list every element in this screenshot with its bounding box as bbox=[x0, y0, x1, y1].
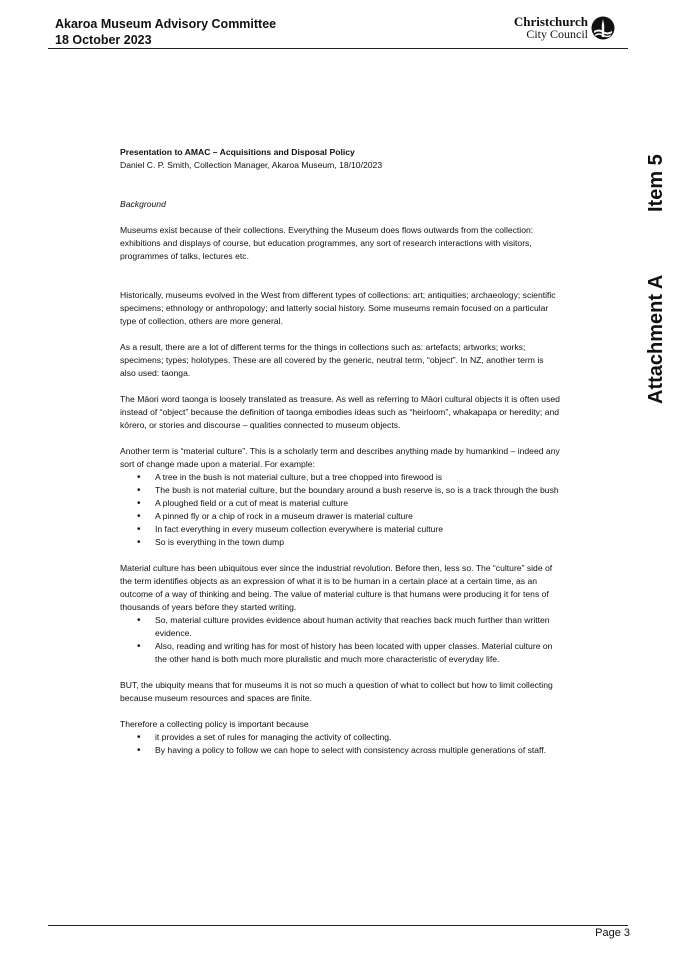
list-item: • Also, reading and writing has for most of history has been located with upper classes. Material culture on the other hand is both much more pluralistic and much more characteristic of everyday life. bbox=[155, 640, 560, 666]
paragraph: Another term is “material culture”. This is a scholarly term and describes anything made by humankind – indeed any sort of change made upon a material. For example: bbox=[120, 446, 560, 469]
page-header-left bbox=[55, 16, 276, 48]
list-item: • it provides a set of rules for managing the activity of collecting. bbox=[155, 731, 560, 744]
item-label: Item 5 bbox=[645, 154, 667, 212]
list-item: • The bush is not material culture, but the boundary around a bush reserve is, so is a track through the bush bbox=[155, 484, 560, 497]
bullet-list bbox=[120, 731, 560, 757]
document-body bbox=[120, 146, 560, 770]
meeting-date: 18 October 2023 bbox=[55, 33, 152, 47]
list-item: • So is everything in the town dump bbox=[155, 536, 560, 549]
list-item: • A pinned fly or a chip of rock in a museum drawer is material culture bbox=[155, 510, 560, 523]
council-logo bbox=[514, 16, 615, 40]
committee-name: Akaroa Museum Advisory Committee bbox=[55, 17, 277, 31]
bullet-list bbox=[120, 471, 560, 549]
cathedral-emblem-icon bbox=[591, 16, 615, 40]
list-item: • In fact everything in every museum collection everywhere is material culture bbox=[155, 523, 560, 536]
logo-line-2: City Council bbox=[526, 27, 588, 41]
footer-rule bbox=[48, 925, 628, 926]
logo-line-1: Christchurch bbox=[513, 14, 588, 29]
paragraph: Museums exist because of their collections. Everything the Museum does flows outwards from the collection: exhibitions and displays of course, but education programmes, any sort of research interactions with visitors, programmes of talks, lectures etc. bbox=[120, 225, 534, 261]
list-item: • A ploughed field or a cut of meat is material culture bbox=[155, 497, 560, 510]
header-rule bbox=[48, 48, 628, 49]
paragraph: Historically, museums evolved in the West from different types of collections: art; antiquities; archaeology; scientific specimens; ethnology or anthropology; and latterly social history. Some museums remain focused on a particular type of collection, others are more general. bbox=[120, 290, 556, 326]
list-item: • So, material culture provides evidence about human activity that reaches back much further than written evidence. bbox=[155, 614, 560, 640]
paragraph: The Māori word taonga is loosely translated as treasure. As well as referring to Māori cultural objects it is often used instead of “object” because the definition of taonga embodies ideas such as “heirloom”, whakapapa or heredity; and kōrero, or stories and discourse – qualities connected to museum objects. bbox=[120, 394, 560, 430]
page-number: Page 3 bbox=[595, 927, 630, 939]
list-item: • A tree in the bush is not material culture, but a tree chopped into firewood is bbox=[155, 471, 560, 484]
paragraph: BUT, the ubiquity means that for museums it is not so much a question of what to collect but how to limit collecting because museum resources and spaces are finite. bbox=[120, 680, 553, 703]
bullet-list bbox=[120, 614, 560, 666]
document-byline: Daniel C. P. Smith, Collection Manager, Akaroa Museum, 18/10/2023 bbox=[120, 160, 383, 170]
document-title: Presentation to AMAC – Acquisitions and Disposal Policy bbox=[120, 147, 355, 157]
paragraph: As a result, there are a lot of different terms for the things in collections such as: artefacts; artworks; works; specimens; types; holotypes. These are all covered by the generic, neutral term, “object”. In NZ, another term is also used: taonga. bbox=[120, 342, 544, 378]
paragraph: Material culture has been ubiquitous ever since the industrial revolution. Before then, less so. The “culture” side of the term identifies objects as an expression of what it is to be human in a certain place at a certain time, as an outcome of a way of thinking and being. The value of material culture is that humans were producing it for tens of thousands of years before they started writing. bbox=[120, 563, 553, 612]
paragraph: Therefore a collecting policy is important because bbox=[120, 719, 309, 729]
list-item: • By having a policy to follow we can hope to select with consistency across multiple generations of staff. bbox=[155, 744, 560, 757]
section-heading: Background bbox=[120, 199, 166, 209]
